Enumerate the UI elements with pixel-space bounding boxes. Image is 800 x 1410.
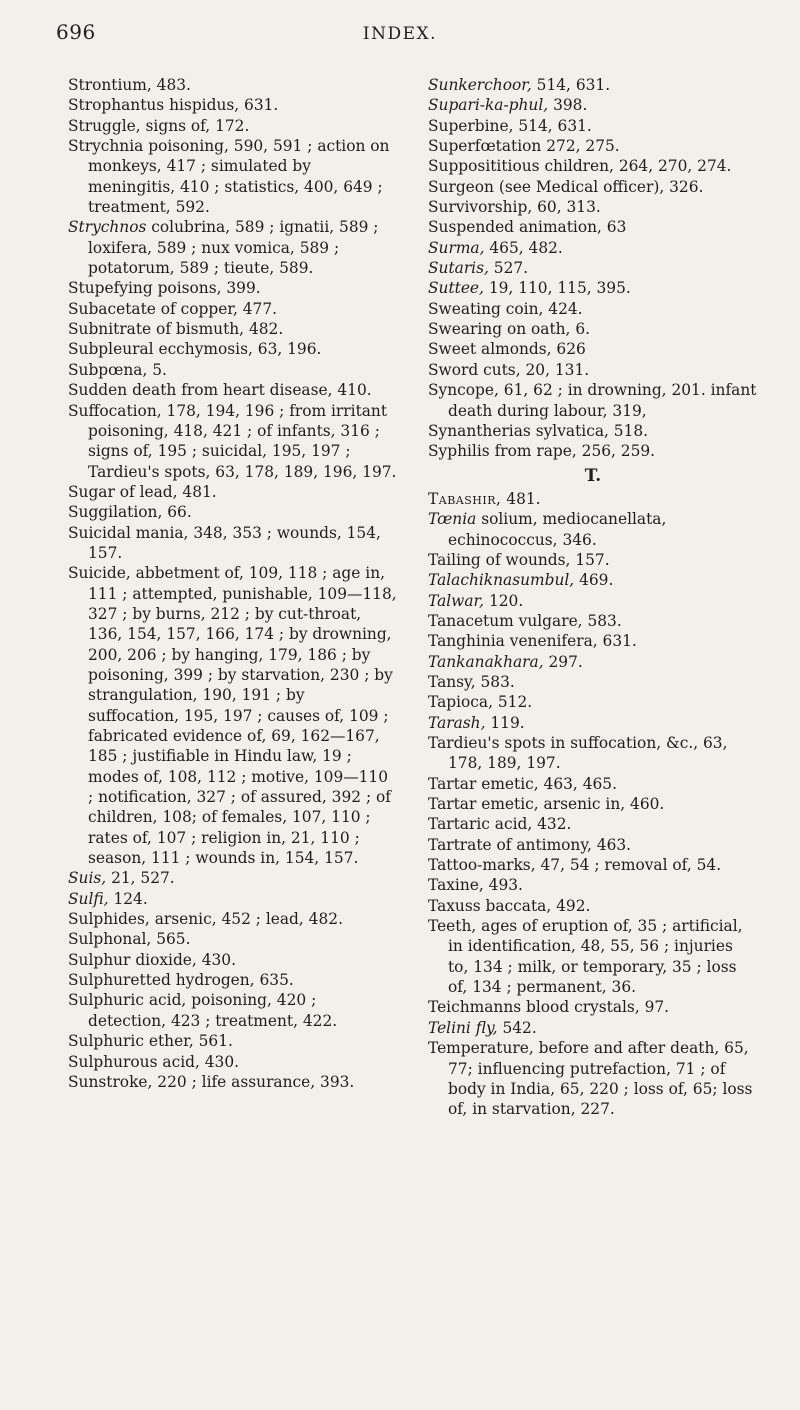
entry-heading: Suttee,: [428, 279, 484, 298]
entry-references: 5.: [147, 360, 167, 379]
entry-references: before and after death, 65, 77; influencing putrefaction, 71 ; of body in India, 65, 220 ; loss of, 65; loss of, in starvation, 227.: [448, 1039, 753, 1119]
index-entry: [428, 95, 758, 115]
entry-heading: Tarash,: [428, 713, 486, 732]
index-entry: [68, 95, 398, 115]
entry-references: on oath, 6.: [502, 320, 591, 339]
index-entry: [428, 360, 758, 380]
entry-references: 124.: [108, 889, 148, 908]
entry-heading: Struggle,: [68, 116, 141, 135]
index-entry: [68, 380, 398, 400]
index-entry: [428, 835, 758, 855]
entry-heading: Tartar: [428, 774, 477, 793]
index-column-left: [68, 75, 398, 1092]
index-entry: [428, 814, 758, 834]
entry-references: death from heart disease, 410.: [127, 381, 372, 400]
index-entry: [428, 550, 758, 570]
entry-references: of bismuth, 482.: [151, 320, 284, 339]
entry-references: venenifera, 631.: [504, 632, 637, 651]
index-entry: [428, 733, 758, 774]
entry-references: dioxide, 430.: [130, 950, 236, 969]
entry-heading: Sunstroke,: [68, 1072, 153, 1091]
index-entry: [428, 855, 758, 875]
index-column-right: [428, 75, 758, 1120]
index-entry: [68, 1052, 398, 1072]
entry-heading: Suffocation,: [68, 401, 162, 420]
entry-references: 19, 110, 115, 395.: [483, 279, 631, 298]
index-entry: [428, 896, 758, 916]
entry-references: of antimony, 463.: [491, 835, 632, 854]
entry-heading: Talwar,: [428, 591, 485, 610]
entry-references: hydrogen, 635.: [170, 971, 294, 990]
page-heading: INDEX.: [362, 24, 438, 44]
entry-heading: Sunkerchoor,: [428, 76, 532, 94]
entry-heading: Strychnia: [68, 137, 144, 156]
index-entry: [68, 482, 398, 502]
entry-heading: Survivorship,: [428, 198, 533, 217]
entry-references: 565.: [151, 930, 191, 949]
index-entry: [68, 909, 398, 929]
entry-references: 631.: [239, 96, 279, 115]
index-entry: [428, 794, 758, 814]
entry-heading: Sulphuric: [68, 1032, 144, 1051]
index-entry: [68, 75, 398, 95]
index-entry: [68, 523, 398, 564]
index-entry: [68, 889, 398, 909]
entry-heading: Talachiknasumbul,: [428, 571, 575, 590]
index-entry: [428, 1018, 758, 1038]
entry-heading: Sutaris,: [428, 259, 489, 278]
entry-references: signs of, 172.: [140, 116, 250, 135]
entry-heading: Tartaric: [428, 815, 490, 834]
index-entry: [68, 339, 398, 359]
entry-heading: Strontium,: [68, 76, 152, 94]
index-entry: [428, 570, 758, 590]
entry-references: 398.: [548, 96, 588, 115]
entry-references: 481.: [501, 489, 541, 508]
index-entry: [428, 652, 758, 672]
index-entry: [428, 278, 758, 298]
entry-heading: Suggilation,: [68, 503, 163, 522]
entry-heading: Sulfi,: [68, 889, 109, 908]
entry-heading: Tailing: [428, 550, 481, 569]
index-entry: [428, 197, 758, 217]
entry-heading: Taxuss: [428, 896, 481, 915]
entry-references: 220 ; life assurance, 393.: [152, 1072, 355, 1091]
index-entry: [428, 156, 758, 176]
entry-references: solium, mediocanellata, echinococcus, 346.: [448, 510, 667, 549]
index-entry: [68, 929, 398, 949]
entry-heading: Stupefying: [68, 279, 153, 298]
index-entry: [68, 950, 398, 970]
entry-heading: Surgeon: [428, 177, 494, 196]
entry-references: animation, 63: [514, 218, 627, 237]
index-entry: [428, 591, 758, 611]
entry-references: ether, 561.: [143, 1032, 233, 1051]
entry-references: 527.: [488, 259, 529, 278]
entry-heading: Suspended: [428, 218, 515, 237]
entry-references: 297.: [543, 652, 583, 671]
entry-references: acid, poisoning, 420 ; detection, 423 ; treatment, 422.: [88, 991, 338, 1030]
entry-references: from rape, 256, 259.: [489, 442, 656, 461]
entry-references: children, 264, 270, 274.: [539, 157, 732, 176]
entry-heading: Tœnia: [428, 510, 477, 529]
index-entry: [68, 299, 398, 319]
entry-heading: Sulphur: [68, 950, 131, 969]
entry-heading: Surma,: [428, 238, 485, 257]
entry-references: 47, 54 ; removal of, 54.: [535, 856, 722, 875]
entry-references: 119.: [485, 713, 525, 732]
entry-heading: Suicide,: [68, 564, 131, 583]
entry-references: ages of eruption of, 35 ; artificial, in identification, 48, 55, 56 ; injuries to, 134 ; milk, or temporary, 35 ; loss of, 134 ; permanent, 36.: [448, 917, 743, 997]
entry-references: 120.: [484, 591, 524, 610]
index-entry: [68, 502, 398, 522]
entry-heading: Tardieu's: [428, 734, 500, 752]
entry-heading: Strychnos: [68, 218, 147, 237]
entry-heading: Sulphuric: [68, 991, 144, 1010]
entry-heading: Synantherias: [428, 421, 531, 440]
entry-references: vulgare, 583.: [513, 611, 622, 630]
entry-heading: Superfœtation: [428, 137, 542, 156]
entry-references: emetic, 463, 465.: [476, 774, 617, 793]
entry-heading: Sweating: [428, 299, 501, 318]
entry-heading: Swearing: [428, 320, 503, 339]
index-entry: [68, 136, 398, 217]
entry-heading: Strophantus hispidus,: [68, 96, 240, 115]
index-entry: [68, 319, 398, 339]
entry-heading: Sulphides,: [68, 910, 150, 929]
index-entry: [428, 136, 758, 156]
entry-references: 465, 482.: [484, 238, 563, 257]
index-entry: [428, 339, 758, 359]
entry-heading: Tartar: [428, 795, 477, 814]
entry-heading: Sugar: [68, 482, 115, 501]
entry-references: 178, 194, 196 ; from irritant poisoning, 418, 421 ; of infants, 316 ; signs of, 195 ; suicidal, 195, 197 ; Tardieu's spots, 63, 178, 189, 196, 197.: [88, 401, 397, 481]
index-entry: [68, 563, 398, 868]
index-entry: [428, 997, 758, 1017]
entry-heading: Subacetate: [68, 299, 156, 318]
index-entry: [428, 319, 758, 339]
entry-heading: Subpœna,: [68, 360, 148, 379]
entry-references: 60, 313.: [532, 198, 601, 217]
entry-heading: Sulphuretted: [68, 971, 171, 990]
entry-heading: Supposititious: [428, 157, 540, 176]
entry-references: poisons, 399.: [152, 279, 261, 298]
entry-references: 542.: [497, 1018, 537, 1037]
entry-references: colubrina, 589 ; ignatii, 589 ; loxifera, 589 ; nux vomica, 589 ; potatorum, 589 ; tieute, 589.: [88, 218, 379, 278]
index-entry: [428, 238, 758, 258]
entry-references: 61, 62 ; in drowning, 201. infant death during labour, 319,: [448, 381, 757, 420]
entry-heading: Tankanakhara,: [428, 652, 544, 671]
entry-heading: Sword: [428, 360, 479, 379]
entry-heading: Tattoo-marks,: [428, 856, 536, 875]
entry-references: cuts, 20, 131.: [478, 360, 590, 379]
entry-heading: Tapioca,: [428, 693, 493, 712]
index-entry: [428, 916, 758, 997]
section-letter: T.: [584, 465, 602, 486]
index-entry: [428, 713, 758, 733]
index-entry: [68, 116, 398, 136]
index-entry: [428, 774, 758, 794]
entry-references: 514, 631.: [531, 76, 611, 94]
index-entry: [428, 489, 758, 509]
entry-references: blood crystals, 97.: [521, 998, 670, 1017]
index-entry: [68, 401, 398, 482]
entry-references: spots in suffocation, &c., 63, 178, 189, 197.: [448, 734, 728, 773]
entry-heading: Tansy,: [428, 672, 476, 691]
index-entry: [428, 631, 758, 651]
index-entry: [68, 868, 398, 888]
index-entry: [68, 278, 398, 298]
entry-references: abbetment of, 109, 118 ; age in, 111 ; attempted, punishable, 109—118, 327 ; by burns, 212 ; by cut-throat, 136, 154, 157, 166, 174 ; by drowning, 200, 206 ; by hanging, 179, 186 ; by poisoning, 399 ; by starvation, 230 ; by strangulation, 190, 191 ; by suffocation, 195, 197 ; causes of, 109 ; fabricated evidence of, 69, 162—167, 185 ; justifiable in Hindu law, 19 ; modes of, 108, 112 ; motive, 109—110 ; notification, 327 ; of assured, 392 ; of children, 108; of females, 107, 110 ; rates of, 107 ; religion in, 21, 110 ; season, 111 ; wounds in, 154, 157.: [88, 564, 397, 868]
entry-heading: Tanacetum: [428, 611, 514, 630]
entry-references: 66.: [162, 503, 192, 522]
page-number: 696: [56, 20, 96, 44]
entry-heading: Sweet: [428, 340, 477, 359]
entry-heading: Taxine,: [428, 876, 484, 895]
index-entry: [428, 441, 758, 461]
index-entry: [428, 692, 758, 712]
entry-heading: Tartrate: [428, 835, 492, 854]
entry-references: of wounds, 157.: [480, 550, 610, 569]
entry-references: 493.: [483, 876, 523, 895]
index-entry: [428, 299, 758, 319]
entry-heading: Superbine,: [428, 116, 514, 135]
index-entry: [428, 1038, 758, 1119]
entry-references: arsenic, 452 ; lead, 482.: [149, 910, 343, 929]
entry-heading: Supari-ka-phul,: [428, 96, 549, 115]
index-entry: [428, 75, 758, 95]
entry-heading: Telini fly,: [428, 1018, 498, 1037]
entry-heading: Tanghinia: [428, 632, 505, 651]
entry-references: of copper, 477.: [155, 299, 278, 318]
entry-references: coin, 424.: [500, 299, 583, 318]
entry-heading: Temperature,: [428, 1039, 534, 1058]
index-entry: [428, 217, 758, 237]
index-entry: [428, 258, 758, 278]
index-entry: [428, 116, 758, 136]
entry-references: 514, 631.: [513, 116, 592, 135]
index-entry: [68, 1072, 398, 1092]
entry-references: emetic, arsenic in, 460.: [476, 795, 665, 814]
entry-references: of lead, 481.: [114, 482, 217, 501]
index-entry: [68, 990, 398, 1031]
entry-heading: Syncope,: [428, 381, 499, 400]
entry-references: (see Medical officer), 326.: [493, 177, 704, 196]
entry-references: acid, 432.: [489, 815, 572, 834]
entry-references: 21, 527.: [106, 869, 175, 888]
entry-references: 512.: [492, 693, 533, 712]
index-entry: [428, 177, 758, 197]
index-entry: [428, 611, 758, 631]
entry-heading: Teeth,: [428, 917, 477, 936]
entry-references: 483.: [151, 76, 191, 94]
entry-heading: Tabashir,: [428, 489, 502, 508]
entry-references: mania, 348, 353 ; wounds, 154, 157.: [88, 523, 381, 562]
entry-heading: Syphilis: [428, 442, 490, 461]
entry-heading: Teichmanns: [428, 998, 522, 1017]
entry-references: ecchymosis, 63, 196.: [153, 340, 322, 359]
entry-references: 469.: [574, 571, 614, 590]
entry-references: baccata, 492.: [480, 896, 591, 915]
entry-heading: Suicidal: [68, 523, 131, 542]
entry-heading: Subpleural: [68, 340, 154, 359]
entry-references: poisoning, 590, 591 ; action on monkeys, 417 ; simulated by meningitis, 410 ; statistics, 400, 649 ; treatment, 592.: [88, 137, 390, 217]
entry-references: sylvatica, 518.: [530, 421, 649, 440]
index-entry: [68, 1031, 398, 1051]
entry-heading: Sulphonal,: [68, 930, 152, 949]
entry-heading: Sulphurous: [68, 1052, 158, 1071]
entry-references: almonds, 626: [476, 340, 586, 359]
entry-heading: Suis,: [68, 869, 107, 888]
entry-references: 272, 275.: [541, 137, 620, 156]
index-entry: [428, 509, 758, 550]
index-entry: [68, 970, 398, 990]
index-entry: [68, 360, 398, 380]
entry-references: acid, 430.: [157, 1052, 240, 1071]
entry-heading: Subnitrate: [68, 320, 152, 339]
entry-references: 583.: [475, 672, 515, 691]
entry-heading: Sudden: [68, 381, 128, 400]
index-entry: [428, 421, 758, 441]
index-entry: [428, 875, 758, 895]
index-entry: [428, 380, 758, 421]
index-entry: [68, 217, 398, 278]
index-entry: [428, 672, 758, 692]
